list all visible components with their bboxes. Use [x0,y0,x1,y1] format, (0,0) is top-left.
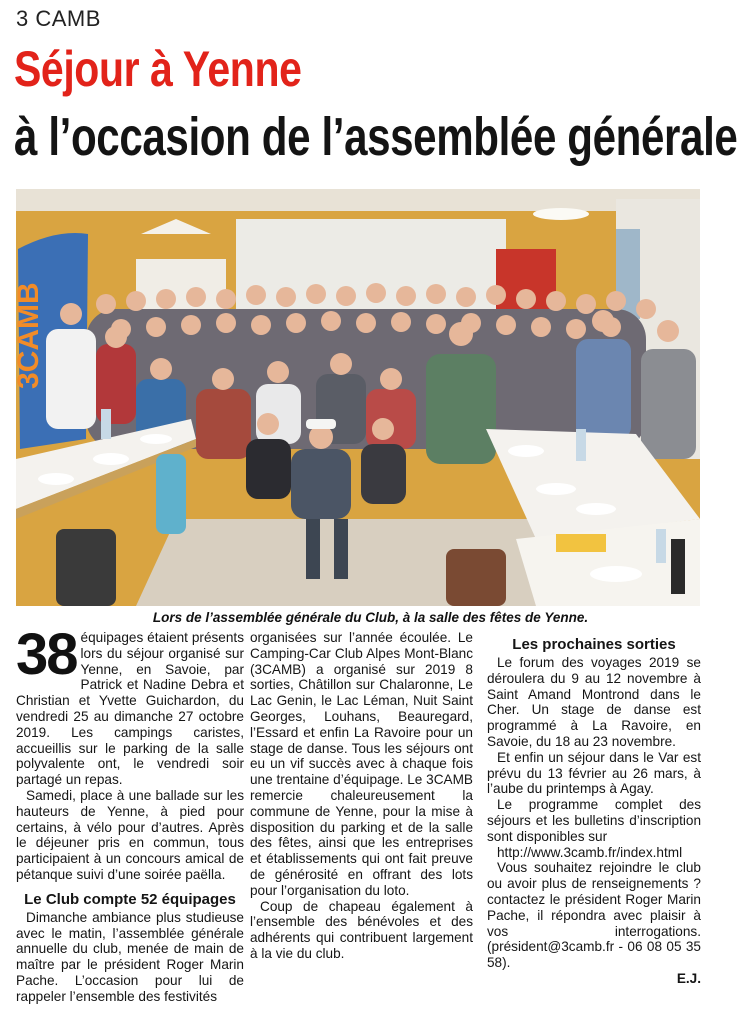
article-paragraph: Et enfin un séjour dans le Var est prévu du 13 février au 26 mars, à l’aube du printemps à Agay. [487,749,701,797]
photo-caption: Lors de l’assemblée générale du Club, à la salle des fêtes de Yenne. [152,610,589,625]
author-signature: E.J. [676,970,701,986]
article-paragraph: 38 équipages étaient présents lors du séjour organisé sur Yenne, en Savoie, par Patrick et Nadine Debra et Christian et Yvette Guichardon, du vendredi 25 au dimanche 27 octobre 2019. Les campings caristes, accueillis sur le parking de la salle polyvalente ont, le vendredi soir partagé un repas. [16,622,244,788]
article-paragraph-continued: organisées sur l’année écoulée. Le Camping-Car Club Alpes Mont-Blanc (3CAMB) a organisé sur 2019 8 sorties, Châtillon sur Chalaronne, Le Lac Genin, le Lac Léman, Nuit Saint Georges, Louhans, Beauregard, l’Essard et enfin La Ravoire pour un stage de danse. Tous les séjours ont eu un vif succès avec à chaque fois une trentaine d’équipage. Le 3CAMB remercie chaleureusement la commune de Yenne, pour la mise à disposition du parking et de la salle des fêtes, ainsi que les entreprises et établissements qui ont fait preuve de générosité en offrant des lots pour l’organisation du loto. [250,630,473,898]
article-paragraph: Samedi, place à une ballade sur les hauteurs de Yenne, à pied pour certains, à vélo pour d’autres. Après le déjeuner pris en commun, tous participaient à un concours amical de pétanque suivi d’une soirée paëlla. [16,787,244,882]
section-label: 3 CAMB [16,6,101,31]
article-paragraph: Vous souhaitez rejoindre le club ou avoir plus de renseignements ? contactez le président Roger Marin Pache, il répondra avec plaisir à vos interrogations. (président@3camb.fr - 06 08 05 35 58). [487,860,701,971]
drop-cap: 38 [16,622,77,687]
group-photo-illustration [12,189,700,606]
article-paragraph: Le forum des voyages 2019 se déroulera du 9 au 12 novembre à Saint Amand Montrond dans le Cher. Un stage de danse est programmé à La Ravoire, en Savoie, du 18 au 23 novembre. [487,655,701,749]
website-link[interactable]: http://www.3camb.fr/index.html [497,844,683,860]
article-paragraph: Dimanche ambiance plus studieuse avec le matin, l’assemblée générale annuelle du club, menée de main de maître par le président Roger Marin Pache. L’occasion pour lui de rappeler l’ensemble des festivités [16,909,244,1004]
headline-red: Séjour à Yenne [14,41,302,97]
article-column-3 [487,630,701,987]
article-paragraph: Coup de chapeau également à l’ensemble des bénévoles et des adhérents qui contribuent largement à la vie du club. [250,898,473,961]
article-column-1 [16,622,244,1005]
headline-black: à l’occasion de l’assemblée générale [14,107,738,167]
banner-logo-text: 3CAMB [12,282,45,389]
group-photo [12,189,700,606]
subheading-next-trips: Les prochaines sorties [512,636,676,653]
article-column-2 [250,630,473,962]
article-paragraph: Le programme complet des séjours et les bulletins d’inscription sont disponibles sur [487,797,701,844]
subheading-club: Le Club compte 52 équipages [24,890,236,908]
